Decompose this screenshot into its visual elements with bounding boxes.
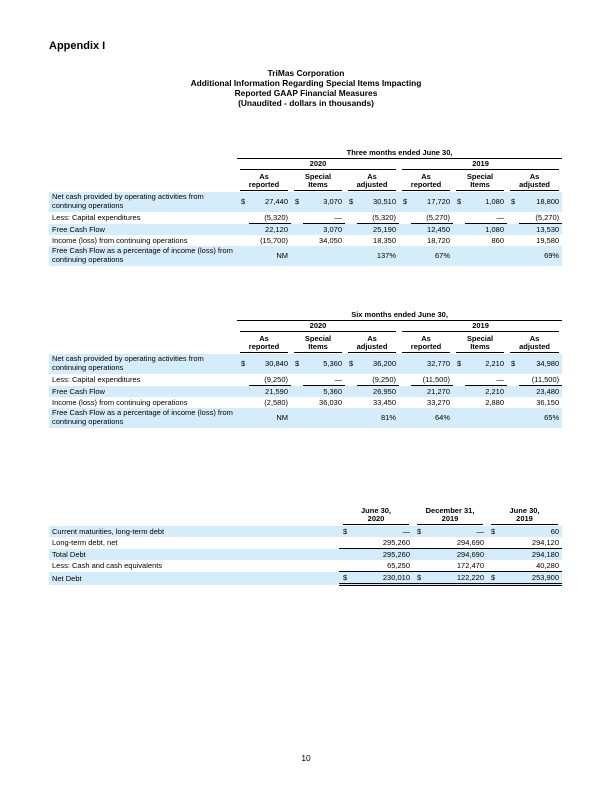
currency-symbol [399, 224, 411, 236]
currency-symbol [487, 537, 499, 549]
currency-symbol [453, 224, 465, 236]
cell-value: (5,270) [426, 213, 450, 222]
currency-symbol: $ [237, 354, 249, 374]
currency-symbol: $ [399, 192, 411, 212]
cell-value: — [334, 375, 342, 384]
appendix-title: Appendix I [49, 40, 106, 52]
currency-symbol [487, 560, 499, 572]
cell-value [303, 246, 345, 266]
three-months-period-title: Three months ended June 30, [237, 147, 562, 159]
currency-symbol [507, 397, 519, 408]
row-label: Less: Capital expenditures [52, 213, 141, 223]
cell-value: 172,470 [456, 561, 485, 570]
currency-symbol [291, 224, 303, 236]
currency-symbol [487, 549, 499, 561]
six-months-year-2020: 2020 [237, 321, 399, 333]
currency-symbol [291, 386, 303, 398]
cell-value: 22,120 [249, 224, 291, 236]
cell-value [465, 408, 507, 428]
currency-symbol [339, 560, 351, 572]
row-label: Current maturities, long-term debt [49, 526, 339, 537]
cell-value: — [334, 213, 342, 222]
cell-value: (9,250) [264, 375, 288, 384]
currency-symbol: $ [291, 192, 303, 212]
cell-value: 65,250 [387, 561, 411, 570]
currency-symbol [399, 354, 411, 374]
currency-symbol: $ [413, 526, 425, 537]
currency-symbol [507, 246, 519, 266]
currency-symbol [291, 374, 303, 386]
currency-symbol [399, 212, 411, 224]
three-months-year-2019: 2019 [399, 159, 562, 171]
table-row [49, 549, 562, 561]
currency-symbol [507, 386, 519, 398]
table-row [49, 354, 562, 374]
cell-value: 81% [357, 408, 399, 428]
currency-symbol [507, 408, 519, 428]
cell-value: 122,220 [425, 572, 487, 585]
currency-symbol [291, 246, 303, 266]
row-label: Net Debt [49, 572, 339, 585]
row-label: Free Cash Flow [49, 386, 237, 398]
row-label: Less: Capital expenditures [52, 375, 141, 385]
cell-value: 60 [499, 526, 562, 537]
currency-symbol: $ [453, 192, 465, 212]
cell-value: 294,690 [425, 549, 487, 561]
cell-value: 36,200 [357, 354, 399, 374]
table-row [49, 386, 562, 398]
company-name: TriMas Corporation [267, 68, 345, 78]
report-header [0, 68, 612, 108]
currency-symbol [345, 374, 357, 386]
currency-symbol [399, 408, 411, 428]
cell-value: 26,950 [357, 386, 399, 398]
currency-symbol [291, 397, 303, 408]
currency-symbol [413, 549, 425, 561]
currency-symbol [345, 397, 357, 408]
currency-symbol: $ [345, 192, 357, 212]
net-debt-column-headers: June 30, 2020 December 31, 2019 June 30, 2019 [49, 504, 562, 526]
currency-symbol [291, 408, 303, 428]
cell-value: 860 [491, 236, 504, 245]
cell-value: 295,260 [382, 538, 411, 547]
currency-symbol [453, 235, 465, 246]
cell-value: 5,360 [303, 386, 345, 398]
cell-value: 34,980 [519, 354, 562, 374]
cell-value: 25,190 [357, 224, 399, 236]
table-row [49, 560, 562, 572]
page-number: 10 [301, 753, 311, 763]
cell-value: — [425, 526, 487, 537]
table-row [49, 572, 562, 585]
cell-value: — [351, 526, 413, 537]
cell-value: 137% [357, 246, 399, 266]
currency-symbol: $ [507, 354, 519, 374]
currency-symbol [345, 408, 357, 428]
six-months-table [49, 309, 562, 428]
currency-symbol [413, 560, 425, 572]
six-months-column-headers: As reported Special Items As adjusted As reported Special Items As adjusted [49, 332, 562, 354]
currency-symbol [507, 224, 519, 236]
currency-symbol [413, 537, 425, 549]
currency-symbol [453, 246, 465, 266]
three-months-column-headers: As reported Special Items As adjusted As reported Special Items As adjusted [49, 170, 562, 192]
currency-symbol: $ [453, 354, 465, 374]
cell-value: 1,080 [465, 224, 507, 236]
net-debt-table [49, 504, 562, 586]
currency-symbol [345, 235, 357, 246]
cell-value: 13,530 [519, 224, 562, 236]
cell-value [465, 246, 507, 266]
currency-symbol [339, 549, 351, 561]
cell-value: 32,770 [411, 354, 453, 374]
currency-symbol [399, 374, 411, 386]
table-row [49, 374, 562, 386]
currency-symbol: $ [291, 354, 303, 374]
currency-symbol: $ [237, 192, 249, 212]
cell-value: 294,120 [531, 538, 560, 547]
cell-value: 21,270 [411, 386, 453, 398]
currency-symbol [399, 386, 411, 398]
cell-value: (5,320) [264, 213, 288, 222]
cell-value: 2,210 [465, 354, 507, 374]
currency-symbol [507, 374, 519, 386]
cell-value: 34,050 [319, 236, 342, 245]
currency-symbol [345, 212, 357, 224]
row-label: Free Cash Flow as a percentage of income (loss) from continuing operations [49, 246, 237, 266]
table-row [49, 526, 562, 537]
row-label: Net cash provided by operating activities from continuing operations [49, 354, 237, 374]
cell-value: 294,180 [499, 549, 562, 561]
cell-value: 33,270 [427, 398, 450, 407]
cell-value: 18,720 [427, 236, 450, 245]
cell-value: (11,500) [422, 375, 450, 384]
currency-symbol [507, 212, 519, 224]
row-label: Total Debt [49, 549, 339, 561]
currency-symbol: $ [487, 572, 499, 585]
currency-symbol: $ [339, 526, 351, 537]
cell-value: 23,480 [519, 386, 562, 398]
cell-value: 12,450 [411, 224, 453, 236]
three-months-table [49, 147, 562, 266]
row-label: Net cash provided by operating activities from continuing operations [49, 192, 237, 212]
currency-symbol [339, 537, 351, 549]
cell-value: 69% [519, 246, 562, 266]
three-months-year-2020: 2020 [237, 159, 399, 171]
cell-value: (15,700) [260, 236, 288, 245]
currency-symbol [507, 235, 519, 246]
currency-symbol [237, 408, 249, 428]
cell-value: 5,360 [303, 354, 345, 374]
cell-value: 65% [519, 408, 562, 428]
cell-value: 253,900 [499, 572, 562, 585]
currency-symbol [453, 386, 465, 398]
cell-value [303, 408, 345, 428]
cell-value: 1,080 [465, 192, 507, 212]
table-row [49, 246, 562, 266]
cell-value: — [496, 375, 504, 384]
currency-symbol: $ [487, 526, 499, 537]
currency-symbol [453, 408, 465, 428]
row-label: Free Cash Flow [49, 224, 237, 236]
six-months-period-title: Six months ended June 30, [237, 309, 562, 321]
table-row [49, 397, 562, 408]
cell-value: 64% [411, 408, 453, 428]
row-label: Income (loss) from continuing operations [52, 236, 188, 245]
cell-value: (9,250) [372, 375, 396, 384]
header-line-4: (Unaudited - dollars in thousands) [238, 98, 374, 108]
currency-symbol: $ [413, 572, 425, 585]
currency-symbol [345, 224, 357, 236]
cell-value: 30,840 [249, 354, 291, 374]
currency-symbol [399, 246, 411, 266]
header-line-3: Reported GAAP Financial Measures [234, 88, 378, 98]
currency-symbol [345, 386, 357, 398]
currency-symbol [453, 212, 465, 224]
cell-value: 295,260 [351, 549, 413, 561]
cell-value: 36,150 [536, 398, 560, 407]
table-row [49, 224, 562, 236]
cell-value: 3,070 [303, 192, 345, 212]
cell-value: 2,210 [465, 386, 507, 398]
currency-symbol [453, 374, 465, 386]
currency-symbol: $ [339, 572, 351, 585]
table-row [49, 235, 562, 246]
table-row [49, 408, 562, 428]
cell-value: 294,690 [456, 538, 485, 547]
cell-value: 33,450 [373, 398, 396, 407]
cell-value: (2,580) [264, 398, 288, 407]
currency-symbol: $ [345, 354, 357, 374]
cell-value: 67% [411, 246, 453, 266]
cell-value: NM [249, 408, 291, 428]
currency-symbol [237, 224, 249, 236]
cell-value: (11,500) [531, 375, 560, 384]
cell-value: 18,800 [519, 192, 562, 212]
cell-value: 2,880 [485, 398, 504, 407]
currency-symbol [237, 235, 249, 246]
cell-value: 19,580 [536, 236, 560, 245]
cell-value: 18,350 [373, 236, 396, 245]
cell-value: 30,510 [357, 192, 399, 212]
table-row [49, 212, 562, 224]
currency-symbol [345, 246, 357, 266]
cell-value: 230,010 [351, 572, 413, 585]
row-label: Free Cash Flow as a percentage of income (loss) from continuing operations [49, 408, 237, 428]
currency-symbol [291, 212, 303, 224]
cell-value: — [496, 213, 504, 222]
cell-value: 40,280 [536, 561, 560, 570]
row-label: Long-term debt, net [52, 538, 118, 548]
cell-value: NM [249, 246, 291, 266]
currency-symbol [237, 374, 249, 386]
six-months-year-2019: 2019 [399, 321, 562, 333]
currency-symbol [237, 212, 249, 224]
currency-symbol [237, 246, 249, 266]
cell-value: 27,440 [249, 192, 291, 212]
header-line-2: Additional Information Regarding Special Items Impacting [190, 78, 422, 88]
currency-symbol [399, 235, 411, 246]
currency-symbol [237, 397, 249, 408]
cell-value: 36,030 [319, 398, 342, 407]
currency-symbol [399, 397, 411, 408]
currency-symbol [237, 386, 249, 398]
currency-symbol [291, 235, 303, 246]
cell-value: (5,320) [372, 213, 396, 222]
cell-value: 17,720 [411, 192, 453, 212]
cell-value: 21,590 [249, 386, 291, 398]
cell-value: (5,270) [535, 213, 560, 222]
currency-symbol: $ [507, 192, 519, 212]
row-label: Income (loss) from continuing operations [52, 398, 188, 407]
row-label: Less: Cash and cash equivalents [52, 561, 163, 571]
currency-symbol [453, 397, 465, 408]
table-row [49, 192, 562, 212]
cell-value: 3,070 [303, 224, 345, 236]
table-row [49, 537, 562, 549]
